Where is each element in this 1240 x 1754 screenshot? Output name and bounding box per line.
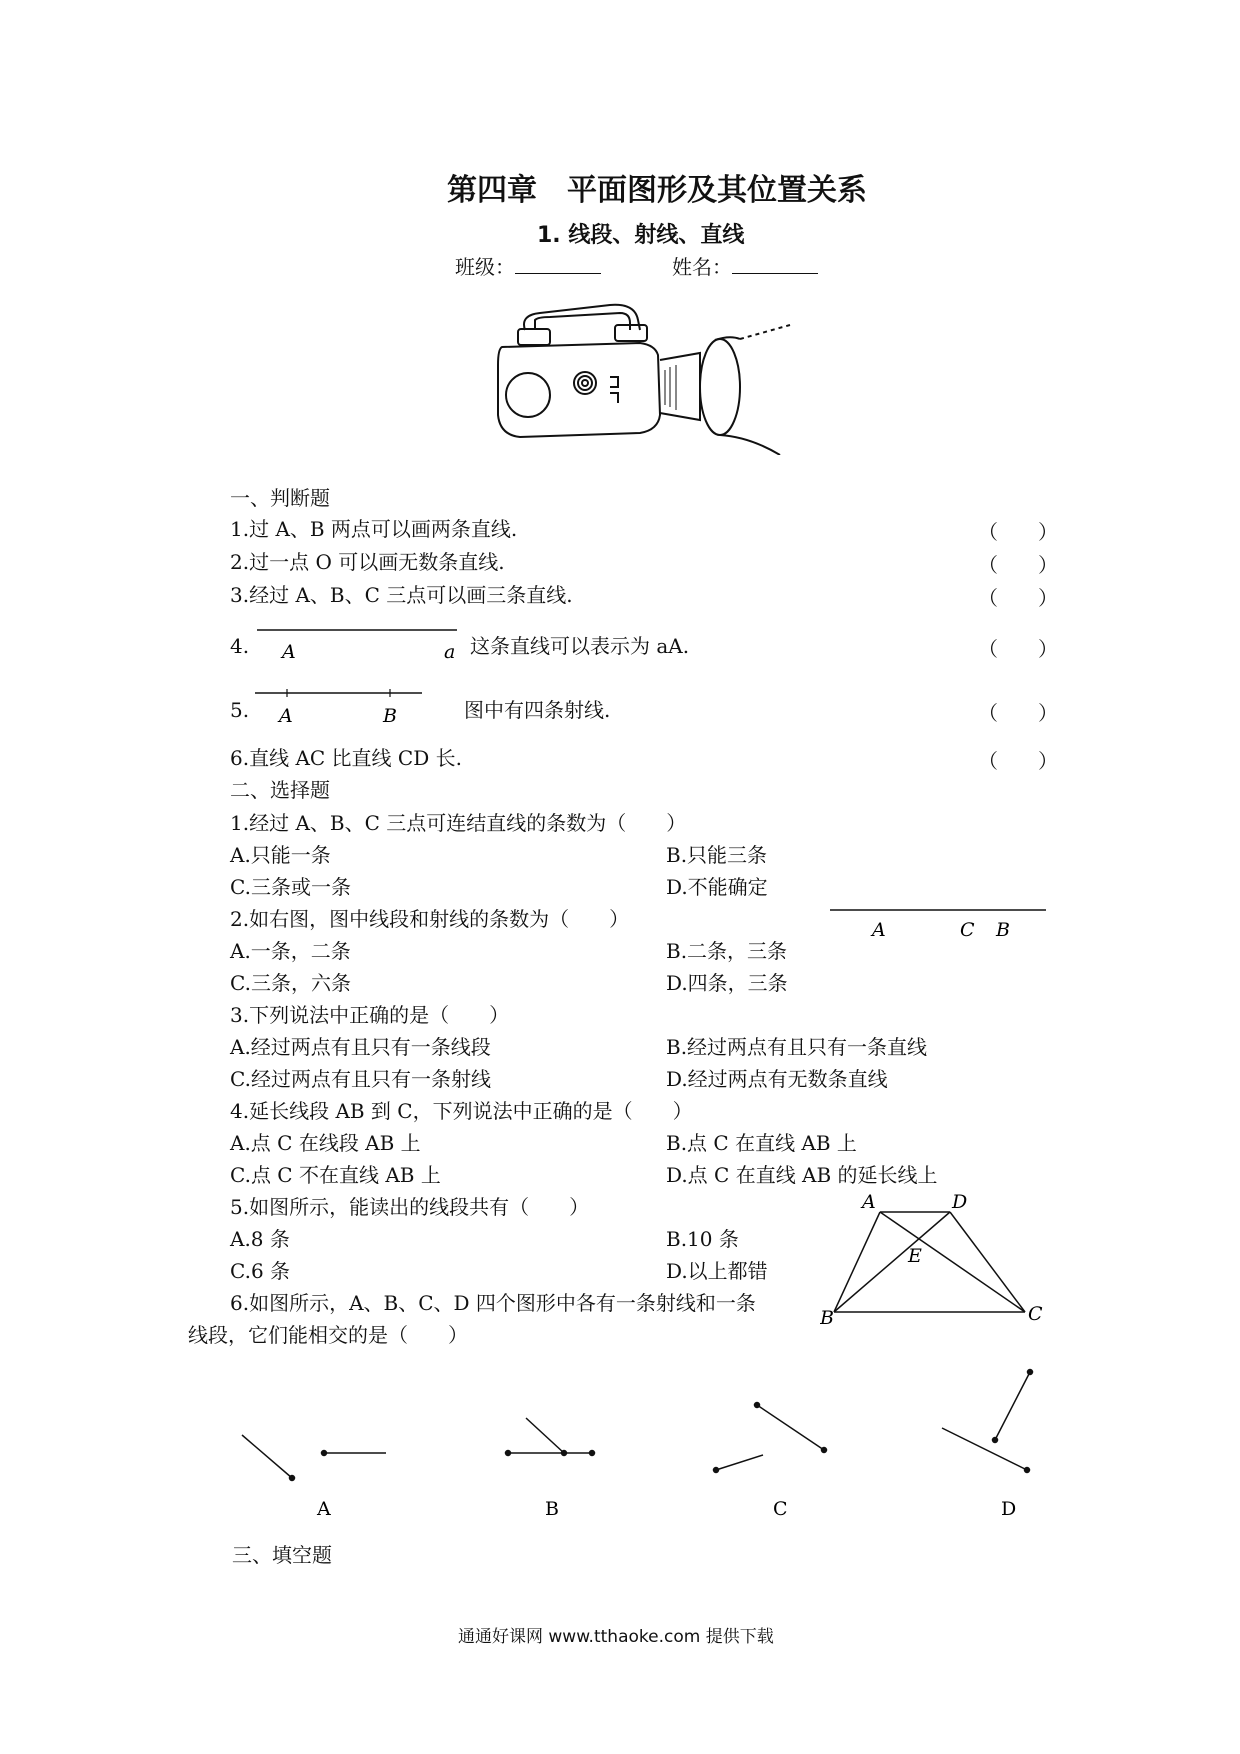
- q5-label-E: E: [908, 1245, 922, 1267]
- q6-fig-label-C: C: [773, 1498, 788, 1520]
- flashlight-icon: [490, 295, 800, 455]
- q6-figures: [230, 1360, 1050, 1520]
- choice-q5-d[interactable]: D.以上都错: [666, 1259, 768, 1283]
- choice-q2-stem: 2.如右图，图中线段和射线的条数为（ ）: [230, 907, 630, 931]
- q5-label-B: B: [820, 1307, 834, 1329]
- judge-answer-1[interactable]: （ ）: [978, 520, 1058, 544]
- q2-label-A: A: [872, 919, 886, 940]
- q4-label-A: A: [282, 641, 296, 663]
- q5-label-A: A: [862, 1191, 876, 1213]
- choice-q4-b[interactable]: B.点 C 在直线 AB 上: [666, 1131, 857, 1155]
- judge-item-6: 6.直线 AC 比直线 CD 长.: [230, 746, 462, 770]
- choice-q3-d[interactable]: D.经过两点有无数条直线: [666, 1067, 888, 1091]
- judge-item-2: 2.过一点 O 可以画无数条直线.: [230, 550, 505, 574]
- name-field: [672, 254, 818, 280]
- q6-fig-label-B: B: [545, 1498, 559, 1520]
- choice-q1-b[interactable]: B.只能三条: [666, 843, 768, 867]
- q4-line-figure: [252, 620, 467, 665]
- judge-item-5: 5.: [230, 698, 250, 722]
- choice-q1-a[interactable]: A.只能一条: [230, 843, 331, 867]
- choice-q3-b[interactable]: B.经过两点有且只有一条直线: [666, 1035, 928, 1059]
- choice-q2-a[interactable]: A.一条，二条: [230, 939, 351, 963]
- footer-text: 通通好课网 www.tthaoke.com 提供下载: [458, 1627, 774, 1647]
- part2-heading: 二、选择题: [230, 778, 330, 802]
- choice-q2-d[interactable]: D.四条，三条: [666, 971, 788, 995]
- q5-trapezoid-figure: [820, 1190, 1050, 1330]
- judge-answer-3[interactable]: （ ）: [978, 586, 1058, 610]
- part3-heading: 三、填空题: [232, 1543, 332, 1567]
- choice-q2-c[interactable]: C.三条，六条: [230, 971, 351, 995]
- choice-q5-stem: 5.如图所示，能读出的线段共有（ ）: [230, 1195, 590, 1219]
- q6-fig-label-D: D: [1001, 1498, 1017, 1520]
- choice-q1-d[interactable]: D.不能确定: [666, 875, 768, 899]
- q5-label-D: D: [952, 1191, 968, 1213]
- q5-label-B: B: [383, 705, 397, 727]
- judge-answer-4[interactable]: （ ）: [978, 637, 1058, 661]
- q5-label-A: A: [279, 705, 293, 727]
- class-field: [455, 254, 601, 280]
- choice-q3-c[interactable]: C.经过两点有且只有一条射线: [230, 1067, 491, 1091]
- choice-q5-c[interactable]: C.6 条: [230, 1259, 291, 1283]
- choice-q6-stem-line2: 线段，它们能相交的是（ ）: [188, 1323, 468, 1347]
- judge-item-5-text: 图中有四条射线.: [464, 698, 611, 722]
- judge-answer-2[interactable]: （ ）: [978, 553, 1058, 577]
- choice-q4-a[interactable]: A.点 C 在线段 AB 上: [230, 1131, 421, 1155]
- q5-line-figure: [252, 684, 427, 729]
- q4-label-a: a: [444, 641, 456, 663]
- chapter-title: 第四章 平面图形及其位置关系: [447, 173, 867, 208]
- class-blank: [515, 255, 601, 274]
- choice-q2-b[interactable]: B.二条，三条: [666, 939, 788, 963]
- q2-label-B: B: [996, 919, 1010, 940]
- q2-line-figure: [828, 900, 1048, 940]
- q5-label-C: C: [1028, 1303, 1043, 1325]
- choice-q4-c[interactable]: C.点 C 不在直线 AB 上: [230, 1163, 441, 1187]
- q2-label-C: C: [960, 919, 975, 940]
- judge-answer-6[interactable]: （ ）: [978, 749, 1058, 773]
- name-label: 姓名：: [672, 255, 732, 279]
- q6-fig-label-A: A: [317, 1498, 331, 1520]
- judge-item-4-text: 这条直线可以表示为 aA.: [470, 634, 690, 658]
- part1-heading: 一、判断题: [230, 486, 330, 510]
- judge-answer-5[interactable]: （ ）: [978, 701, 1058, 725]
- name-blank: [732, 255, 818, 274]
- choice-q5-a[interactable]: A.8 条: [230, 1227, 290, 1251]
- section-title: 1. 线段、射线、直线: [537, 223, 745, 248]
- judge-item-1: 1.过 A、B 两点可以画两条直线.: [230, 517, 518, 541]
- choice-q4-d[interactable]: D.点 C 在直线 AB 的延长线上: [666, 1163, 938, 1187]
- judge-item-3: 3.经过 A、B、C 三点可以画三条直线.: [230, 583, 573, 607]
- judge-item-4: 4.: [230, 634, 250, 658]
- choice-q3-stem: 3.下列说法中正确的是（ ）: [230, 1003, 510, 1027]
- choice-q1-stem: 1.经过 A、B、C 三点可连结直线的条数为（ ）: [230, 811, 687, 835]
- choice-q5-b[interactable]: B.10 条: [666, 1227, 739, 1251]
- choice-q6-stem-line1: 6.如图所示，A、B、C、D 四个图形中各有一条射线和一条: [230, 1291, 756, 1315]
- class-label: 班级：: [455, 255, 515, 279]
- choice-q3-a[interactable]: A.经过两点有且只有一条线段: [230, 1035, 491, 1059]
- choice-q1-c[interactable]: C.三条或一条: [230, 875, 351, 899]
- choice-q4-stem: 4.延长线段 AB 到 C，下列说法中正确的是（ ）: [230, 1099, 693, 1123]
